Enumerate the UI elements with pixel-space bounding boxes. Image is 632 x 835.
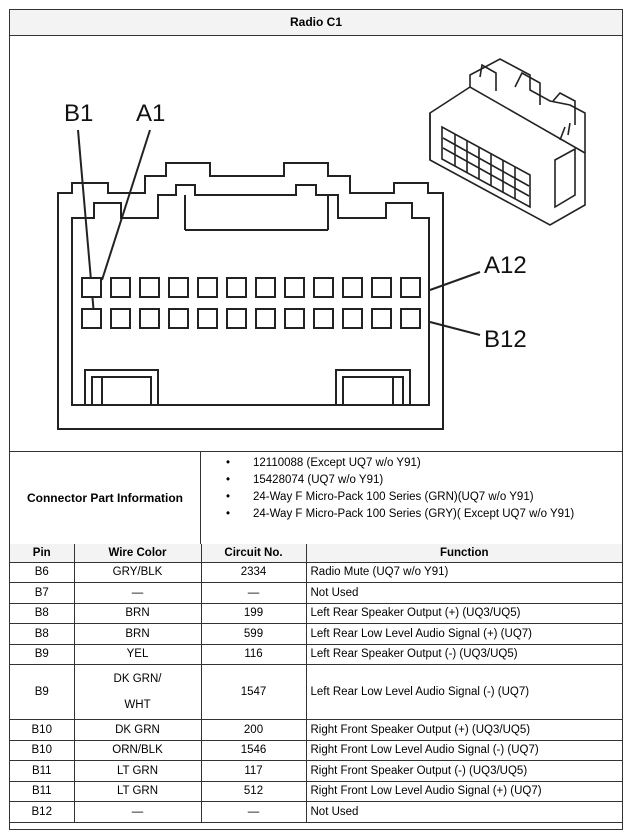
pin-cell: B8 — [10, 603, 74, 624]
pin-cavity-b10 — [343, 309, 362, 328]
wire-color-cell — [74, 665, 201, 720]
table-row — [10, 665, 622, 720]
pin-cell: B11 — [10, 781, 74, 802]
pin-cavity-a10 — [343, 278, 362, 297]
wire-color-cell: YEL — [74, 644, 201, 665]
pin-cavity-a7 — [256, 278, 275, 297]
pin-cell: B9 — [10, 665, 74, 720]
pin-cavity-b6 — [227, 309, 246, 328]
circuit-cell: 199 — [201, 603, 306, 624]
list-item — [226, 472, 622, 489]
pin-cavity-a8 — [285, 278, 304, 297]
right-latch — [336, 370, 410, 405]
function-cell: Right Front Speaker Output (-) (UQ3/UQ5) — [306, 761, 622, 782]
table-row — [10, 802, 622, 823]
function-cell: Right Front Low Level Audio Signal (-) (UQ7) — [306, 740, 622, 761]
function-cell: Radio Mute (UQ7 w/o Y91) — [306, 562, 622, 583]
a1-leader — [102, 130, 150, 280]
pin-cavity-b2 — [111, 309, 130, 328]
function-cell: Left Rear Speaker Output (+) (UQ3/UQ5) — [306, 603, 622, 624]
pin-cavity-b12 — [401, 309, 420, 328]
circuit-cell: 116 — [201, 644, 306, 665]
list-item — [226, 489, 622, 506]
label-b12: B12 — [484, 326, 527, 353]
table-row — [10, 603, 622, 624]
connector-info-list — [201, 451, 622, 544]
pin-cell: B6 — [10, 562, 74, 583]
circuit-cell: 200 — [201, 720, 306, 741]
connector-3d-icon — [430, 59, 585, 225]
part-description: 24-Way F Micro-Pack 100 Series (GRN)(UQ7 w/o Y91) — [253, 491, 534, 503]
wire-color-cell: LT GRN — [74, 781, 201, 802]
pin-cell: B11 — [10, 761, 74, 782]
connector-sheet — [9, 9, 623, 830]
bullet-icon: • — [226, 508, 231, 520]
function-cell: Left Rear Low Level Audio Signal (+) (UQ7) — [306, 624, 622, 645]
pin-cell: B7 — [10, 583, 74, 604]
label-a12: A12 — [484, 252, 527, 279]
pin-cavity-a3 — [140, 278, 159, 297]
wire-color-cell: GRY/BLK — [74, 562, 201, 583]
pin-cell: B12 — [10, 802, 74, 823]
wire-color-cell: BRN — [74, 603, 201, 624]
wire-color-cell: — — [74, 802, 201, 823]
pin-cavity-a11 — [372, 278, 391, 297]
list-item — [226, 455, 622, 472]
circuit-cell: 117 — [201, 761, 306, 782]
pin-cell: B9 — [10, 644, 74, 665]
table-row — [10, 740, 622, 761]
pin-cavity-b3 — [140, 309, 159, 328]
circuit-cell: 1546 — [201, 740, 306, 761]
list-item — [226, 506, 622, 523]
function-cell: Left Rear Speaker Output (-) (UQ3/UQ5) — [306, 644, 622, 665]
connector-drawing — [10, 35, 622, 451]
function-cell: Right Front Speaker Output (+) (UQ3/UQ5) — [306, 720, 622, 741]
header-wire-color: Wire Color — [74, 544, 201, 562]
pin-cavity-b9 — [314, 309, 333, 328]
table-row — [10, 761, 622, 782]
pin-cavity-a4 — [169, 278, 188, 297]
pin-table — [10, 544, 622, 823]
bullet-icon: • — [226, 457, 231, 469]
table-row — [10, 624, 622, 645]
table-row — [10, 720, 622, 741]
table-header-row — [10, 544, 622, 562]
function-cell: Right Front Low Level Audio Signal (+) (UQ7) — [306, 781, 622, 802]
table-row — [10, 583, 622, 604]
b12-leader — [430, 322, 480, 335]
bullet-icon: • — [226, 474, 231, 486]
label-b1: B1 — [64, 100, 94, 127]
label-a1: A1 — [136, 100, 166, 127]
pin-cavity-b4 — [169, 309, 188, 328]
pin-cavity-b11 — [372, 309, 391, 328]
a12-leader — [430, 272, 480, 290]
wire-color-cell: LT GRN — [74, 761, 201, 782]
sheet-title: Radio C1 — [10, 10, 622, 36]
pin-cavity-a1 — [82, 278, 101, 297]
pin-cavity-b7 — [256, 309, 275, 328]
pin-cavity-b8 — [285, 309, 304, 328]
wire-color-line-2: WHT — [124, 699, 151, 711]
table-row — [10, 562, 622, 583]
wire-color-cell: DK GRN — [74, 720, 201, 741]
left-latch — [85, 370, 158, 405]
circuit-cell: — — [201, 802, 306, 823]
circuit-cell: 512 — [201, 781, 306, 802]
table-row — [10, 781, 622, 802]
wire-color-cell: — — [74, 583, 201, 604]
pin-cavity-a6 — [227, 278, 246, 297]
circuit-cell: 599 — [201, 624, 306, 645]
left-latch-inner — [92, 377, 151, 405]
header-pin: Pin — [10, 544, 74, 562]
pin-cavity-a2 — [111, 278, 130, 297]
part-number: 15428074 (UQ7 w/o Y91) — [253, 474, 384, 486]
wire-color-line-1: DK GRN/ — [113, 673, 162, 685]
pin-cavity-a9 — [314, 278, 333, 297]
bullet-icon: • — [226, 491, 231, 503]
pin-cell: B10 — [10, 720, 74, 741]
function-cell: Left Rear Low Level Audio Signal (-) (UQ7) — [306, 665, 622, 720]
circuit-cell: 2334 — [201, 562, 306, 583]
pin-cavity-a12 — [401, 278, 420, 297]
function-cell: Not Used — [306, 802, 622, 823]
circuit-cell: 1547 — [201, 665, 306, 720]
function-cell: Not Used — [306, 583, 622, 604]
wire-color-cell: ORN/BLK — [74, 740, 201, 761]
header-circuit-no: Circuit No. — [201, 544, 306, 562]
connector-diagram — [10, 35, 622, 452]
connector-part-info — [10, 451, 622, 545]
pin-cavity-b5 — [198, 309, 217, 328]
connector-info-label: Connector Part Information — [10, 451, 201, 544]
pin-cavity-a5 — [198, 278, 217, 297]
circuit-cell: — — [201, 583, 306, 604]
pin-cell: B8 — [10, 624, 74, 645]
part-description: 24-Way F Micro-Pack 100 Series (GRY)( Except UQ7 w/o Y91) — [253, 508, 575, 520]
pin-cavity-b1 — [82, 309, 101, 328]
table-row — [10, 644, 622, 665]
wire-color-cell: BRN — [74, 624, 201, 645]
part-number: 12110088 (Except UQ7 w/o Y91) — [253, 457, 421, 469]
pin-cell: B10 — [10, 740, 74, 761]
header-function: Function — [306, 544, 622, 562]
